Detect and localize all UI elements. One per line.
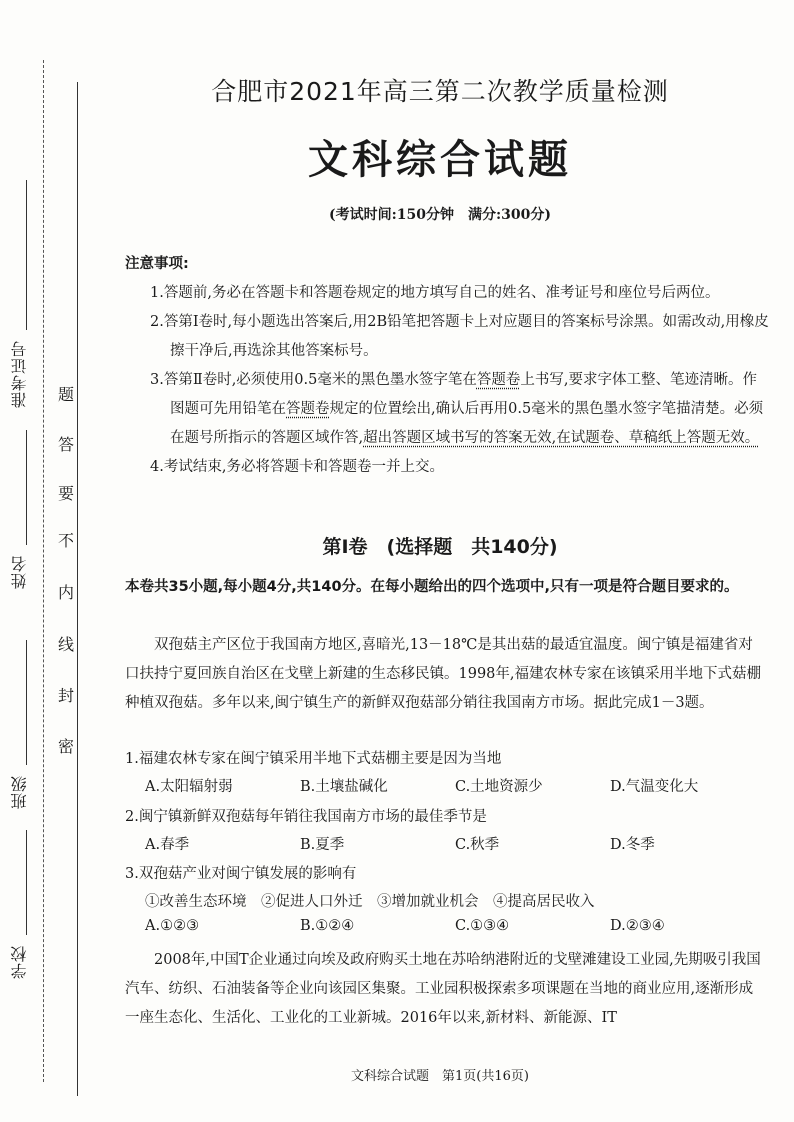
question-3-options [145,918,765,934]
seal-char: 内 [58,583,75,602]
passage-2: 2008年,中国T企业通过向埃及政府购买土地在苏哈纳港附近的戈壁滩建设工业园,先期吸引我国汽车、纺织、石油装备等企业向该园区集聚。工业园积极探索多项课题在当地的商业应用,逐渐形成一座生态化、生活化、工业化的工业新城。2016年以来,新材料、新能源、IT [125,952,761,1026]
note-emphasis: 答题卷 [476,372,521,388]
note-emphasis: 答题卷 [286,401,330,417]
section-title: 第Ⅰ卷 (选择题 共140分) [322,536,558,558]
class-label: 班级 [10,775,29,809]
note-text: 规定的位置绘出,确认后再用0.5毫米的黑色墨水签字笔描清楚。必须在题号所指示的答题区域作答, [170,401,764,446]
name-field [26,430,27,545]
question-2-stem: 2.闽宁镇新鲜双孢菇每年销往我国南方市场的最佳季节是 [125,809,487,825]
option: A.太阳辐射弱 [145,779,233,795]
option: D.②③④ [610,918,665,934]
school-label: 学校 [10,945,29,979]
note-item: 2.答第Ⅰ卷时,每小题选出答案后,用2B铅笔把答题卡上对应题目的答案标号涂黑。如需改动,用橡皮擦干净后,再选涂其他答案标号。 [150,314,769,359]
option: D.冬季 [610,837,655,853]
option: C.秋季 [455,837,500,853]
option: C.土地资源少 [455,779,543,795]
question-2-options [145,833,765,854]
question-1-stem: 1.福建农林专家在闽宁镇采用半地下式菇棚主要是因为当地 [125,751,502,767]
seal-char: 答 [58,435,75,454]
section-description: 本卷共35小题,每小题4分,共140分。在每小题给出的四个选项中,只有一项是符合题目要求的。 [125,579,739,595]
paper-title: 文科综合试题 [308,137,572,183]
note-item: 4.考试结束,务必将答题卡和答题卷一并上交。 [150,459,444,475]
class-field [26,640,27,765]
option: B.①②④ [300,918,355,934]
note-item: 1.答题前,务必在答题卡和答题卷规定的地方填写自己的姓名、准考证号和座位号后两位。 [150,285,720,301]
question-3-items: ①改善生态环境 ②促进人口外迁 ③增加就业机会 ④提高居民收入 [145,894,595,910]
binding-line [77,82,78,1096]
school-field [26,830,27,935]
exam-number-label: 准考证号 [10,340,29,408]
notes-title: 注意事项: [125,256,189,272]
exam-heading: 合肥市2021年高三第二次教学质量检测 [211,77,669,106]
question-1-options [145,775,765,796]
seal-char: 要 [58,484,75,503]
name-label: 姓名 [10,555,29,589]
seal-char: 线 [58,635,75,654]
question-3-stem: 3.双孢菇产业对闽宁镇发展的影响有 [125,866,357,882]
note-emphasis: 超出答题区域书写的答案无效,在试题卷、草稿纸上答题无效。 [363,430,760,446]
seal-char: 封 [58,686,75,705]
option: D.气温变化大 [610,779,699,795]
note-item [150,366,770,453]
cut-line [43,60,44,1082]
exam-number-field [26,180,27,330]
exam-meta: (考试时间:150分钟 满分:300分) [328,207,552,223]
option: A.①②③ [145,918,200,934]
option: C.①③④ [455,918,510,934]
seal-char: 不 [58,531,75,550]
notes-list [150,279,770,482]
note-text: 3.答第Ⅱ卷时,必须使用0.5毫米的黑色墨水签字笔在 [150,372,477,388]
seal-char: 题 [58,385,75,404]
passage-1: 双孢菇主产区位于我国南方地区,喜暗光,13－18℃是其出菇的最适宜温度。闽宁镇是福建省对口扶持宁夏回族自治区在戈壁上新建的生态移民镇。1998年,福建农林专家在该镇采用半地下式菇棚种植双孢菇。多年以来,闽宁镇生产的新鲜双孢菇部分销往我国南方市场。据此完成1－3题。 [125,637,762,711]
option: B.土壤盐碱化 [300,779,388,795]
option: A.春季 [145,837,190,853]
seal-char: 密 [58,737,75,756]
option: B.夏季 [300,837,345,853]
note-text: 上书写,要求字体工整、笔迹清晰。作图题可先用铅笔在 [170,372,757,417]
page-footer: 文科综合试题 第1页(共16页) [351,1069,529,1084]
